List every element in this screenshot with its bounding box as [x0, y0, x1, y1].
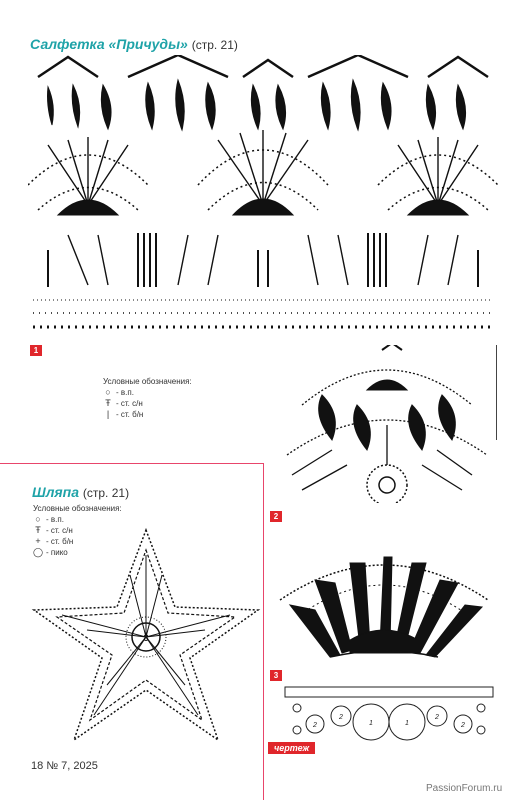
hat-star-chart	[30, 525, 262, 747]
blueprint-label-1-right: 1	[405, 720, 409, 727]
legend-row-double-crochet	[103, 398, 192, 409]
chart2-edge-line	[496, 345, 497, 440]
hat-title-text: Шляпа	[32, 484, 79, 500]
single-crochet-symbol-icon: |	[106, 409, 110, 419]
blueprint-label-2-inner-right: 2	[435, 714, 439, 721]
blueprint-label-2-left: 2	[313, 722, 317, 729]
legend-row-chain	[103, 387, 192, 398]
double-crochet-symbol-icon: Ŧ	[105, 398, 111, 408]
blueprint-label-1-left: 1	[369, 720, 373, 727]
doily-crochet-chart	[28, 55, 498, 337]
hat-fan-chart	[270, 545, 498, 667]
blueprint-label: чертеж	[268, 742, 315, 754]
hat-title	[32, 484, 129, 500]
doily-legend	[103, 376, 192, 420]
legend-row-single-crochet	[103, 409, 192, 420]
chart-badge-2: 2	[270, 511, 282, 522]
chain-symbol-icon: ○	[35, 514, 41, 524]
legend-text: - в.п.	[116, 388, 134, 397]
section-divider-horizontal	[0, 463, 263, 464]
blueprint-label-2-right: 2	[461, 722, 465, 729]
watermark: PassionForum.ru	[426, 783, 503, 794]
legend-text: - ст. б/н	[116, 410, 144, 419]
page-number: 18	[31, 760, 44, 772]
blueprint-label-2-inner-left: 2	[339, 714, 343, 721]
chain-symbol-icon: ○	[105, 387, 111, 397]
legend-row-chain	[33, 514, 122, 525]
chart-badge-1: 1	[30, 345, 42, 356]
doily-page-ref: (стр. 21)	[191, 38, 238, 52]
legend-text: - ст. с/н	[46, 526, 73, 535]
hat-legend-title: Условные обозначения:	[33, 504, 122, 513]
chart-fan-centers	[58, 199, 468, 215]
star-center-number: 8	[143, 633, 149, 643]
chart-bottom-rows	[33, 300, 493, 327]
legend-text: - ст. б/н	[46, 537, 74, 546]
legend-text: - в.п.	[46, 515, 64, 524]
chart-diagonal-stitches	[68, 235, 458, 285]
doily-detail-chart-2	[272, 345, 500, 503]
chart-fan-spokes	[48, 130, 478, 205]
chart-column-stitches	[48, 233, 478, 287]
legend-text: - ст. с/н	[116, 399, 143, 408]
chart-badge-3: 3	[270, 670, 282, 681]
chart-top-zigzag	[38, 55, 488, 77]
picot-symbol-icon: ◯	[33, 547, 44, 557]
section-divider-vertical	[263, 463, 264, 800]
page-footer	[31, 760, 98, 772]
single-crochet-symbol-icon: +	[35, 536, 41, 546]
doily-title	[30, 36, 238, 52]
doily-legend-title: Условные обозначения:	[103, 377, 192, 386]
issue-number: № 7, 2025	[46, 760, 98, 772]
legend-text: - пико	[46, 548, 68, 557]
hat-blueprint-drawing	[283, 686, 495, 744]
hat-page-ref: (стр. 21)	[82, 486, 130, 500]
doily-title-text: Салфетка «Причуды»	[30, 36, 188, 52]
double-crochet-symbol-icon: Ŧ	[35, 525, 41, 535]
chart-leaf-row	[48, 80, 466, 130]
